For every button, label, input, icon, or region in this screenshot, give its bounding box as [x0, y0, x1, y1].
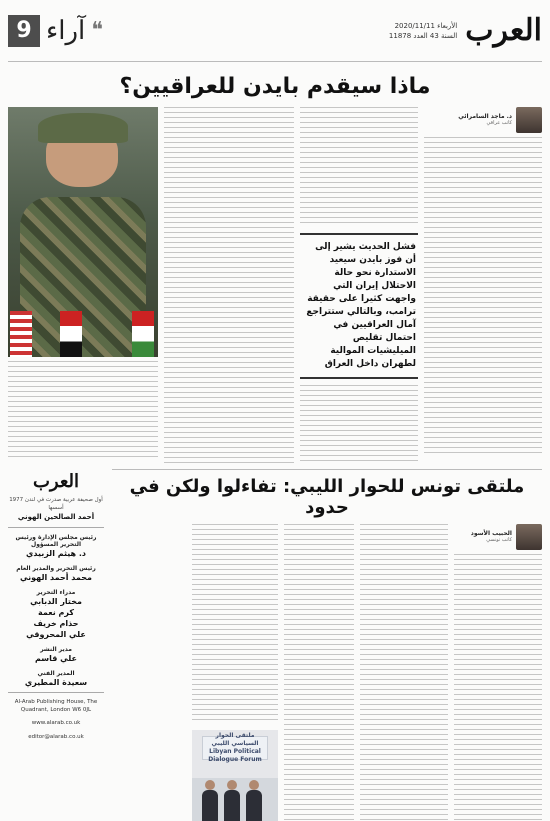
section-title: آراء	[46, 15, 86, 46]
author-name: الحبيب الأسود	[470, 530, 512, 537]
body-text-lines	[360, 524, 448, 821]
managing-name: محمد أحمد الهوني	[20, 573, 92, 582]
story2-column-4	[192, 524, 278, 821]
delegate	[202, 790, 218, 821]
tech-name: سعيدة المطيري	[24, 678, 88, 687]
photo-side-text	[8, 361, 158, 461]
brand-logo: العرب	[465, 13, 542, 48]
editor-name: كرم نعمة	[37, 608, 74, 617]
tech-role: المدير الفني	[37, 670, 75, 677]
author-photo	[516, 524, 542, 550]
managing-role: رئيس التحرير والمدير العام	[16, 565, 96, 572]
issue-number: السنة 43 العدد 11878	[388, 31, 458, 40]
issue-meta	[389, 21, 457, 41]
chairman-name: د. هيثم الزبيدي	[25, 549, 86, 558]
pullquote: فشل الحديث يشير إلى أن فوز بايدن سيعيد الاستدارة نحو حالة الاحتلال إيران التي واجهت كثيرا على حقيقة ترامب، وبالتالي ستتراجع آمال العراقيين في احتمال تقليص الميليشيات الموالية لطهران داخل العراق	[300, 233, 418, 379]
soldier-photo	[8, 107, 158, 357]
kurdistan-flag	[132, 311, 154, 357]
email: editor@alarab.co.uk	[28, 733, 84, 740]
soldier-cap	[38, 113, 128, 143]
founded-line: أول صحيفة عربية صدرت في لندن 1977	[9, 497, 103, 503]
issue-info	[389, 13, 542, 48]
body-text-lines	[300, 107, 418, 227]
story1	[8, 107, 542, 463]
masthead	[8, 0, 542, 62]
page-number: 9	[8, 15, 40, 47]
art-name: علي قاسم	[35, 654, 77, 663]
delegate	[246, 790, 262, 821]
body-text-lines	[424, 137, 542, 457]
publisher-address: Al-Arab Publishing House, The Quadrant, London W6 0JL	[14, 699, 98, 713]
us-flag	[10, 311, 32, 357]
story2-body	[112, 524, 542, 821]
section-header	[8, 15, 103, 47]
story1-column-2	[300, 107, 418, 463]
editors-role: مدراء التحرير	[36, 589, 76, 596]
quote-icon: ❝	[91, 18, 104, 43]
story2-column-2	[360, 524, 448, 821]
delegate	[224, 790, 240, 821]
staff-box	[8, 469, 104, 821]
founder-label: أسسها	[48, 505, 64, 511]
editor-name: علي المحروقي	[26, 630, 86, 639]
body-text-lines	[284, 524, 354, 821]
byline	[424, 107, 542, 133]
art-role: مدير النشر	[40, 646, 72, 653]
story1-column-1	[424, 107, 542, 463]
lower-section	[8, 469, 542, 821]
story1-photo-block	[8, 107, 158, 463]
soldier-body	[20, 197, 146, 357]
byline	[454, 524, 542, 550]
story1-headline: ماذا سيقدم بايدن للعراقيين؟	[119, 74, 431, 99]
author-photo	[516, 107, 542, 133]
story2-column-3	[284, 524, 354, 821]
staff-brand: العرب	[32, 471, 80, 492]
author-role: كاتب عراقي	[486, 120, 512, 126]
forum-banner: ملتقى الحوار السياسي الليبي Libyan Political Dialogue Forum	[202, 736, 268, 760]
story2-headline: ملتقى تونس للحوار الليبي: تفاءلوا ولكن في حدود	[112, 469, 542, 518]
forum-photo	[192, 730, 278, 821]
founder-name: أحمد الصالحين الهوني	[17, 513, 95, 521]
story1-column-3	[164, 107, 294, 463]
editor-name: حذام خريف	[33, 619, 79, 628]
story2-column-1	[454, 524, 542, 821]
author-role: كاتب تونسي	[486, 537, 512, 543]
website: www.alarab.co.uk	[31, 720, 81, 726]
body-text-lines	[164, 107, 294, 463]
chairman-role: رئيس مجلس الإدارة ورئيس التحرير المسؤول	[15, 534, 97, 548]
iraq-flag	[60, 311, 82, 357]
issue-date: الأربعاء 2020/11/11	[394, 21, 458, 30]
body-text-lines	[192, 524, 278, 724]
editor-name: مختار الدبابي	[30, 597, 82, 606]
body-text-lines	[454, 554, 542, 821]
story2	[112, 469, 542, 821]
author-name: د. ماجد السامرائي	[458, 113, 512, 120]
body-text-lines	[300, 385, 418, 463]
